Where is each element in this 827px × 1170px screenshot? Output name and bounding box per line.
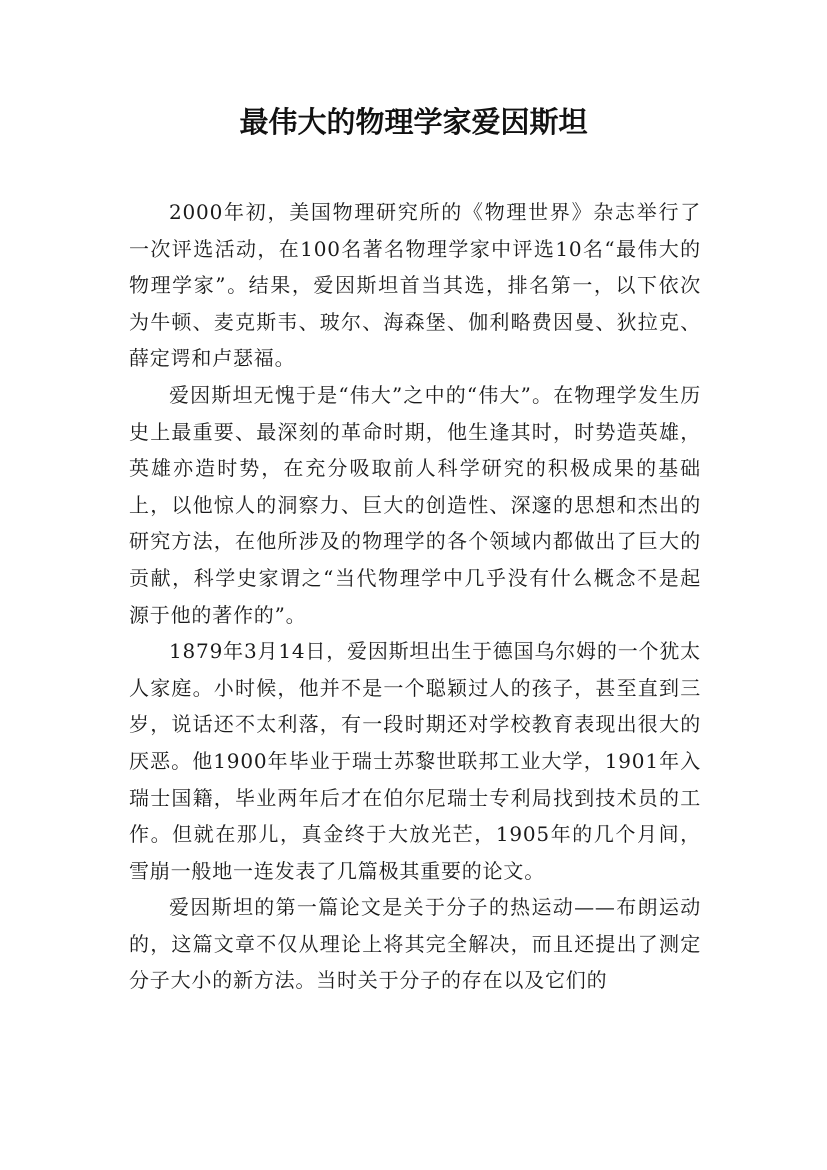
paragraph-1: 2000年初，美国物理研究所的《物理世界》杂志举行了一次评选活动，在100名著名物理学家中评选10名“最伟大的物理学家”。结果，爱因斯坦首当其选，排名第一，以下依次为牛顿、麦克斯韦、玻尔、海森堡、伽利略费因曼、狄拉克、薛定谔和卢瑟福。 — [129, 200, 701, 371]
paragraph-3: 1879年3月14日，爱因斯坦出生于德国乌尔姆的一个犹太人家庭。小时候，他并不是一个聪颖过人的孩子，甚至直到三岁，说话还不太利落，有一段时期还对学校教育表现出很大的厌恶。他1900年毕业于瑞士苏黎世联邦工业大学，1901年入瑞士国籍，毕业两年后才在伯尔尼瑞士专利局找到技术员的工作。但就在那儿，真金终于大放光芒，1905年的几个月间，雪崩一般地一连发表了几篇极其重要的论文。 — [129, 639, 701, 883]
document-body — [129, 194, 701, 999]
document-title: 最伟大的物理学家爱因斯坦 — [239, 105, 588, 139]
paragraph-4: 爱因斯坦的第一篇论文是关于分子的热运动——布朗运动的，这篇文章不仅从理论上将其完全解决，而且还提出了测定分子大小的新方法。当时关于分子的存在以及它们的 — [129, 895, 701, 993]
paragraph-2: 爱因斯坦无愧于是“伟大”之中的“伟大”。在物理学发生历史上最重要、最深刻的革命时期，他生逢其时，时势造英雄，英雄亦造时势，在充分吸取前人科学研究的积极成果的基础上，以他惊人的洞察力、巨大的创造性、深邃的思想和杰出的研究方法，在他所涉及的物理学的各个领域内都做出了巨大的贡献，科学史家谓之“当代物理学中几乎没有什么概念不是起源于他的著作的”。 — [129, 382, 701, 627]
